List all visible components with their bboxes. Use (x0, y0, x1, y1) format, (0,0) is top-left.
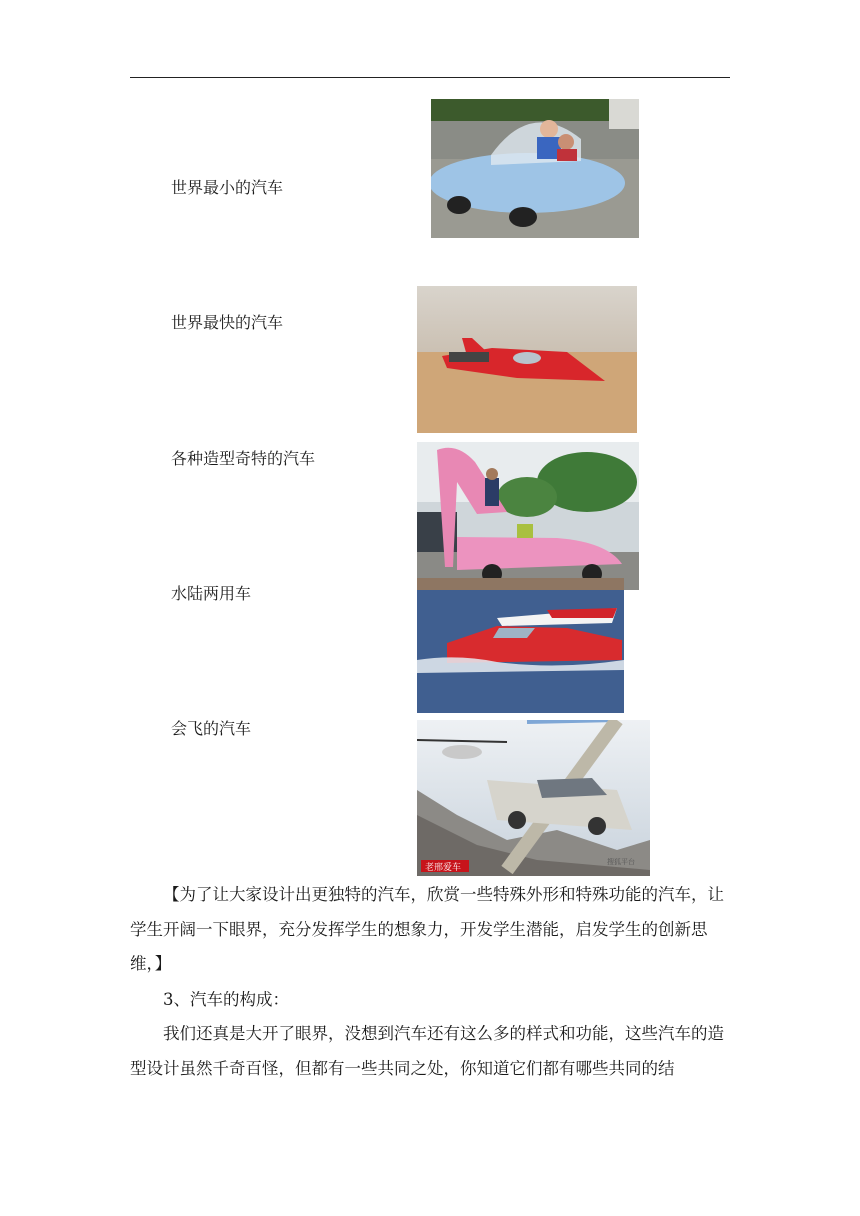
label-odd-shaped-cars: 各种造型奇特的汽车 (171, 449, 316, 468)
flying-car-photo (417, 720, 650, 876)
flying-car-logo: 老邢爱车 (425, 863, 462, 873)
label-smallest-car: 世界最小的汽车 (171, 178, 284, 197)
header-rule (130, 77, 730, 78)
label-amphibious-car: 水陆两用车 (171, 584, 252, 603)
label-fastest-car: 世界最快的汽车 (171, 313, 284, 332)
high-heel-car-photo (417, 442, 639, 590)
bubble-car-photo (431, 99, 639, 238)
amphibious-car-photo (417, 578, 624, 713)
label-flying-car: 会飞的汽车 (171, 719, 252, 738)
section-heading: 3、汽车的构成： (163, 990, 289, 1009)
body-paragraph: 我们还真是大开了眼界，没想到汽车还有这么多的样式和功能，这些汽车的造型设计虽然千奇百怪，但都有一些共同之处，你知道它们都有哪些共同的结 (130, 1024, 724, 1078)
flying-car-watermark: 搜狐平台 (607, 858, 635, 866)
design-note: 【为了让大家设计出更独特的汽车，欣赏一些特殊外形和特殊功能的汽车，让学生开阔一下眼界，充分发挥学生的想象力，开发学生潜能，启发学生的创新思维，】 (130, 885, 724, 973)
rocket-car-photo (417, 286, 637, 433)
